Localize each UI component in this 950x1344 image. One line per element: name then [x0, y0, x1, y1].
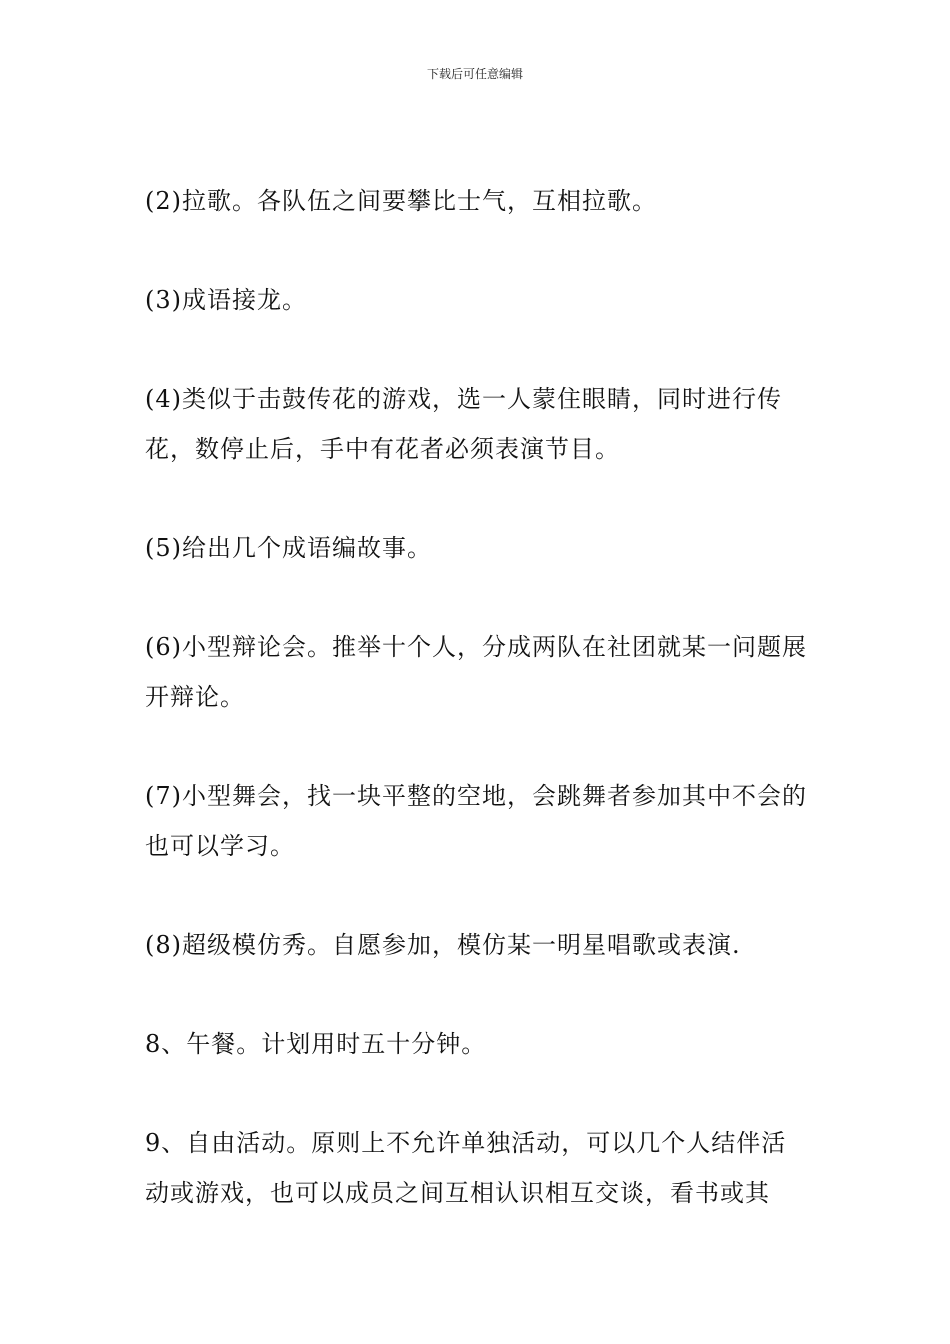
paragraph-item-3: (3)成语接龙。	[145, 286, 307, 314]
paragraph-item-2: (2)拉歌。各队伍之间要攀比士气，互相拉歌。	[145, 187, 657, 215]
paragraph-item-5: (5)给出几个成语编故事。	[145, 534, 432, 562]
paragraph-section-8: 8、午餐。计划用时五十分钟。	[145, 1030, 487, 1058]
document-body	[145, 176, 810, 1267]
paragraph-item-4: (4)类似于击鼓传花的游戏，选一人蒙住眼睛，同时进行传花，数停止后，手中有花者必须表演节目。	[145, 385, 782, 463]
paragraph-item-8: (8)超级模仿秀。自愿参加，模仿某一明星唱歌或表演.	[145, 931, 741, 959]
paragraph-section-9: 9、自由活动。原则上不允许单独活动，可以几个人结伴活动或游戏，也可以成员之间互相认识相互交谈，看书或其	[145, 1129, 787, 1207]
paragraph-item-7: (7)小型舞会，找一块平整的空地，会跳舞者参加其中不会的也可以学习。	[145, 782, 807, 860]
page-header: 下载后可任意编辑	[426, 67, 523, 81]
paragraph-item-6: (6)小型辩论会。推举十个人，分成两队在社团就某一问题展开辩论。	[145, 633, 807, 711]
